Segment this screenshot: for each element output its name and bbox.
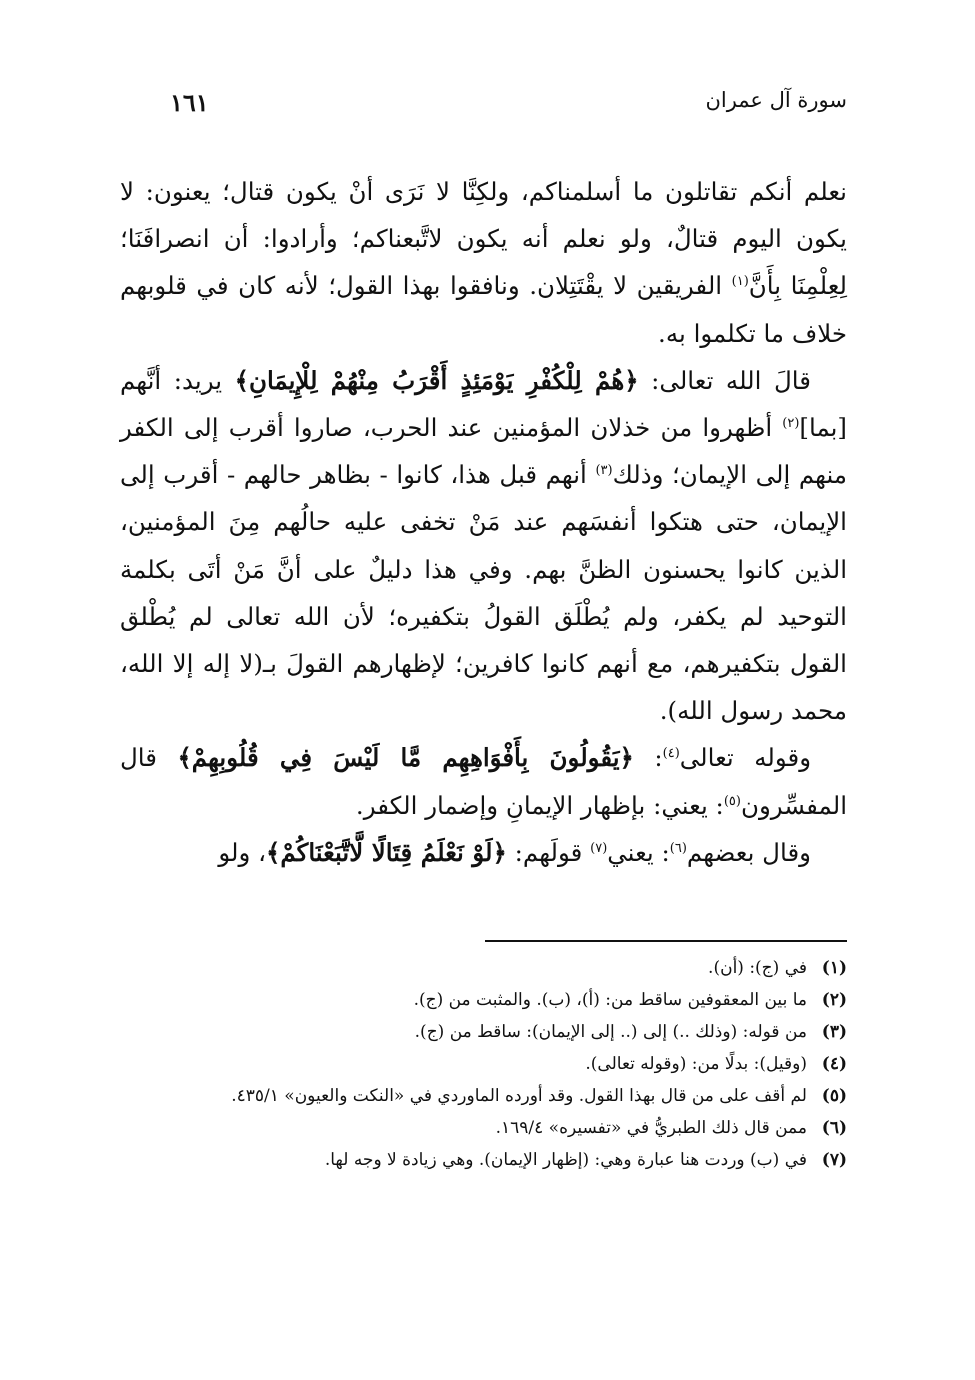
footnote-divider bbox=[485, 940, 847, 942]
paragraph-3-text-c: قال المفسِّرون bbox=[120, 743, 847, 820]
footnote bbox=[130, 1016, 847, 1048]
paragraph-4-text-b: : يعني bbox=[607, 837, 670, 867]
footnote-number: (٣) bbox=[821, 1022, 847, 1042]
footnote-ref-5: (٥) bbox=[723, 793, 741, 809]
footnote bbox=[130, 1144, 847, 1176]
surah-title: سورة آل عمران bbox=[705, 88, 847, 112]
footnote-number: (٥) bbox=[821, 1086, 847, 1106]
footnote-ref-4: (٤) bbox=[662, 746, 680, 762]
quran-verse-1: ﴿هُمْ لِلْكُفْرِ يَوْمَئِذٍ أَقْرَبُ مِنْهُمْ لِلْإِيمَانِ﴾ bbox=[234, 365, 639, 395]
quran-verse-3: ﴿لَوْ نَعْلَمُ قِتَالًا لَّاتَّبَعْنَاكُمْ﴾ bbox=[266, 837, 507, 867]
paragraph-4-text-c: قولَهم: bbox=[506, 837, 591, 867]
paragraph-2-text-a: قالَ الله تعالى: bbox=[638, 365, 811, 395]
page-number: ١٦١ bbox=[170, 88, 209, 117]
footnote bbox=[130, 1048, 847, 1080]
footnote-number: (١) bbox=[821, 958, 847, 978]
footnote-text: ما بين المعقوفين ساقط من: (أ)، (ب). والمثبت من (ج). bbox=[413, 990, 807, 1010]
footnote-text: لم أقف على من قال بهذا القول. وقد أورده الماوردي في «النكت والعيون» ٤٣٥/١. bbox=[231, 1086, 807, 1106]
quran-verse-2: ﴿يَقُولُونَ بِأَفْوَاهِهِم مَّا لَيْسَ فِي قُلُوبِهِمْ﴾ bbox=[177, 743, 634, 773]
paragraph-2-text-c: أظهروا من خذلان المؤمنين عند الحرب، صاروا أقرب إلى الكفر منهم إلى الإيمان؛ وذلك bbox=[120, 413, 847, 490]
paragraph-2-text-b: يريد: أنَّهم [بما] bbox=[120, 365, 847, 443]
page-header bbox=[170, 88, 847, 128]
paragraph-3-text-d: : يعني: بإظهار الإيمانِ وإضمار الكفر. bbox=[355, 790, 724, 820]
footnote-text: (وقيل): بدلًا من: (وقوله تعالى). bbox=[585, 1054, 807, 1074]
footnote-text: في (ب) وردت هنا عبارة وهي: (إظهار الإيمان). وهي زيادة لا وجه لها. bbox=[324, 1150, 807, 1170]
paragraph-4-text-d: ، ولو bbox=[218, 837, 266, 867]
footnote-ref-2: (٢) bbox=[782, 415, 800, 431]
footnote-number: (٧) bbox=[821, 1150, 847, 1170]
footnote-ref-6: (٦) bbox=[669, 840, 687, 856]
footnote-number: (٢) bbox=[821, 990, 847, 1010]
footnote-ref-1: (١) bbox=[731, 274, 749, 290]
footnote bbox=[130, 1112, 847, 1144]
paragraph-1-text-a: نعلم أنكم تقاتلون ما أسلمناكم، ولكِنَّا لا نَرَى أنْ يكون قتال؛ يعنون: لا يكون اليوم قتالٌ، ولو نعلم أنه يكون لاتَّبعناكم؛ وأرادوا: أن انصرافَنَا؛ لِعِلْمِنَا بِأَنَّ bbox=[120, 177, 847, 301]
footnote bbox=[130, 984, 847, 1016]
footnote-text: في (ج): (أن). bbox=[708, 958, 807, 978]
paragraph-1 bbox=[120, 168, 847, 357]
main-text bbox=[120, 168, 847, 876]
paragraph-4 bbox=[120, 829, 847, 876]
footnote bbox=[130, 1080, 847, 1112]
paragraph-3 bbox=[120, 734, 847, 828]
footnote-text: من قوله: (وذلك ..) إلى (.. إلى الإيمان): ساقط من (ج). bbox=[414, 1022, 807, 1042]
paragraph-2 bbox=[120, 357, 847, 735]
footnote-number: (٤) bbox=[821, 1054, 847, 1074]
footnote bbox=[130, 952, 847, 984]
footnote-ref-3: (٣) bbox=[595, 463, 613, 479]
footnote-text: ممن قال ذلك الطبريُّ في «تفسيره» ١٦٩/٤. bbox=[495, 1118, 807, 1138]
footnote-number: (٦) bbox=[821, 1118, 847, 1138]
paragraph-3-text-a: وقوله تعالى bbox=[679, 743, 812, 773]
footnote-ref-7: (٧) bbox=[590, 840, 608, 856]
paragraph-4-text-a: وقال بعضهم bbox=[686, 837, 811, 867]
footnotes bbox=[130, 952, 847, 1176]
paragraph-1-text-b: الفريقين لا يقْتَتِلان. ونافقوا بهذا القول؛ لأنه كان في قلوبهم خلاف ما تكلموا به. bbox=[120, 271, 847, 348]
paragraph-2-text-d: أنهم قبل هذا، كانوا - بظاهر حالهم - أقرب إلى الإيمان، حتى هتكوا أنفسَهم عند مَنْ تخفى عليه حالُهم مِنَ المؤمنين، الذين كانوا يحسنون الظنَّ بهم. وفي هذا دليلٌ على أنَّ مَنْ أتَى بكلمة التوحيد لم يكفر، ولم يُطْلَق القولُ بتكفيره؛ لأن الله تعالى لم يُطْلق القول بتكفيرهم، مع أنهم كانوا كافرين؛ لإظهارهم القولَ بـ(لا إله إلا الله، محمد رسول الله). bbox=[120, 460, 847, 726]
paragraph-3-text-b: : bbox=[633, 743, 663, 773]
